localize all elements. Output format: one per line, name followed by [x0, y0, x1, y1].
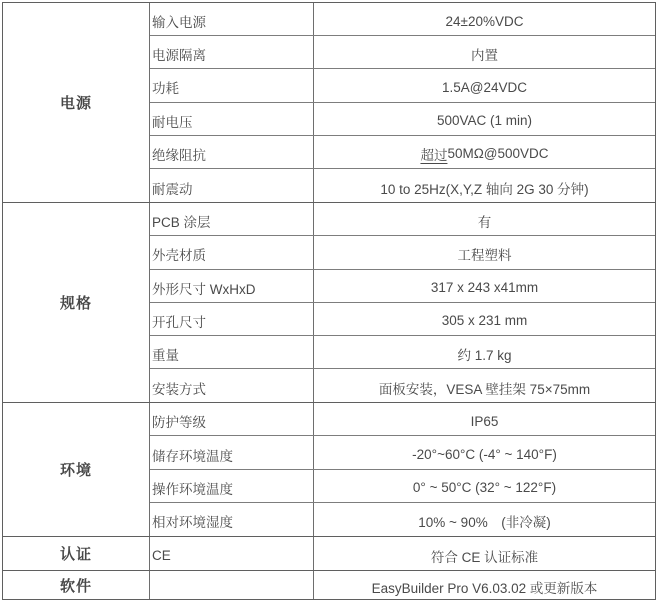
- spec-row: [150, 571, 655, 599]
- spec-row: [150, 470, 655, 503]
- category-cell: 电源: [3, 3, 150, 202]
- section-rows: [150, 571, 655, 599]
- value-cell: 24±20%VDC: [445, 13, 524, 29]
- value-cell: 工程塑料: [457, 248, 512, 264]
- label-cell: 功耗: [150, 69, 314, 101]
- spec-row: [150, 236, 655, 269]
- value-cell: 500VAC (1 min): [436, 113, 533, 129]
- section-power: [3, 3, 655, 203]
- value-cell: 10 to 25Hz(X,Y,Z 轴向 2G 30 分钟): [380, 181, 589, 197]
- value-cell: IP65: [470, 413, 499, 429]
- label-cell: 安装方式: [150, 369, 314, 402]
- label-cell: [150, 571, 314, 599]
- value-cell: 0° ~ 50°C (32° ~ 122°F): [412, 480, 557, 496]
- spec-row: [150, 303, 655, 336]
- label-cell: 耐震动: [150, 169, 314, 202]
- section-environment: [3, 403, 655, 537]
- spec-row: [150, 203, 655, 236]
- label-cell: 耐电压: [150, 103, 314, 135]
- value-cell: 面板安装，VESA 壁挂架 75×75mm: [378, 381, 591, 397]
- spec-row: [150, 136, 655, 169]
- section-rows: [150, 537, 655, 570]
- section-rows: [150, 403, 655, 536]
- label-cell: 相对环境湿度: [150, 503, 314, 536]
- spec-row: [150, 436, 655, 469]
- value-cell: 305 x 231 mm: [441, 313, 528, 329]
- label-cell: 操作环境温度: [150, 470, 314, 502]
- section-certification: [3, 537, 655, 571]
- category-cell: 软件: [3, 571, 150, 599]
- label-cell: 开孔尺寸: [150, 303, 314, 335]
- label-cell: 防护等级: [150, 403, 314, 435]
- value-cell: -20°~60°C (-4° ~ 140°F): [412, 447, 557, 463]
- spec-row: [150, 403, 655, 436]
- label-cell: 外壳材质: [150, 236, 314, 268]
- label-cell: 外形尺寸 WxHxD: [150, 270, 314, 302]
- label-cell: PCB 涂层: [150, 203, 314, 235]
- value-cell: 1.5A@24VDC: [442, 79, 527, 95]
- spec-row: [150, 336, 655, 369]
- label-cell: 储存环境温度: [150, 436, 314, 468]
- value-cell: 符合 CE 认证标准: [430, 549, 539, 565]
- label-cell: 输入电源: [150, 3, 314, 35]
- category-cell: 规格: [3, 203, 150, 402]
- category-cell: 认证: [3, 537, 150, 570]
- section-specs: [3, 203, 655, 403]
- label-cell: 电源隔离: [150, 36, 314, 68]
- section-rows: [150, 203, 655, 402]
- label-cell: 绝缘阻抗: [150, 136, 314, 168]
- value-cell: 约 1.7 kg: [457, 347, 512, 363]
- value-cell: 有: [477, 215, 492, 231]
- label-cell: CE: [150, 537, 314, 570]
- value-cell: EasyBuilder Pro V6.03.02 或更新版本: [371, 581, 598, 597]
- value-cell: [314, 136, 655, 168]
- spec-row: [150, 169, 655, 202]
- spec-table: [2, 2, 656, 600]
- value-cell: 317 x 243 x41mm: [430, 280, 539, 296]
- spec-row: [150, 537, 655, 570]
- value-cell: 内置: [471, 48, 498, 64]
- category-cell: 环境: [3, 403, 150, 536]
- spec-row: [150, 3, 655, 36]
- section-rows: [150, 3, 655, 202]
- spec-row: [150, 270, 655, 303]
- value-cell: 10% ~ 90% (非冷凝): [418, 515, 551, 531]
- spec-row: [150, 69, 655, 102]
- spec-row: [150, 103, 655, 136]
- spec-row: [150, 369, 655, 402]
- underlined-value-part: 超过: [420, 147, 448, 163]
- value-part: 50MΩ@500VDC: [447, 146, 549, 162]
- spec-row: [150, 36, 655, 69]
- section-software: [3, 571, 655, 599]
- label-cell: 重量: [150, 336, 314, 368]
- spec-row: [150, 503, 655, 536]
